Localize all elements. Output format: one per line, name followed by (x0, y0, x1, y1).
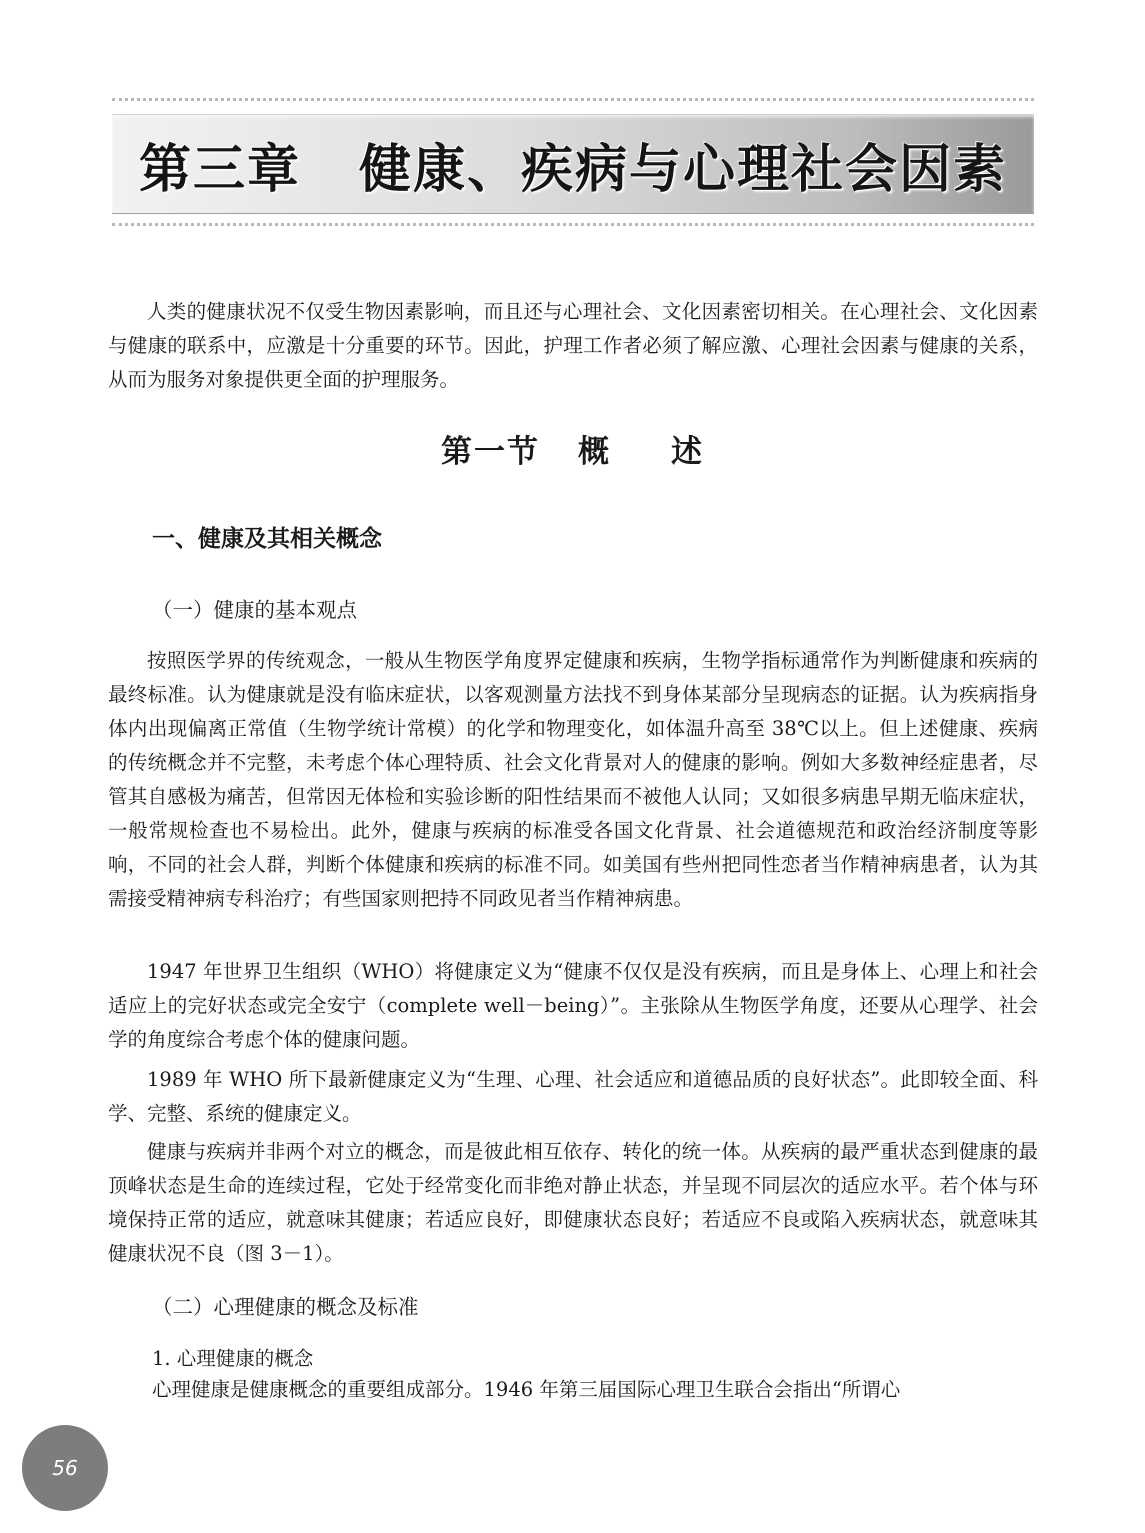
item-1-heading: 1. 心理健康的概念 (152, 1347, 314, 1370)
subheading-2: （二）心理健康的概念及标准 (152, 1295, 419, 1319)
subheading-1: （一）健康的基本观点 (152, 598, 357, 622)
page-number-badge (22, 1425, 108, 1511)
paragraph-who-1947: 1947 年世界卫生组织（WHO）将健康定义为“健康不仅仅是没有疾病，而且是身体上、心理上和社会适应上的完好状态或完全安宁（complete well－being）”。主张除从生物医学角度，还要从心理学、社会学的角度综合考虑个体的健康问题。 (108, 960, 1038, 1051)
chapter-banner (112, 114, 1034, 214)
section-number: 第一节 (441, 434, 540, 470)
paragraph-traditional-view: 按照医学界的传统观念，一般从生物医学角度界定健康和疾病，生物学指标通常作为判断健康和疾病的最终标准。认为健康就是没有临床症状，以客观测量方法找不到身体某部分呈现病态的证据。认为疾病指身体内出现偏离正常值（生物学统计常模）的化学和物理变化，如体温升高至 38℃以上。但上述健康、疾病的传统概念并不完整，未考虑个体心理特质、社会文化背景对人的健康的影响。例如大多数神经症患者，尽管其自感极为痛苦，但常因无体检和实验诊断的阳性结果而不被他人认同；又如很多病患早期无临床症状，一般常规检查也不易检出。此外，健康与疾病的标准受各国文化背景、社会道德规范和政治经济制度等影响，不同的社会人群，判断个体健康和疾病的标准不同。如美国有些州把同性恋者当作精神病患者，认为其需接受精神病专科治疗；有些国家则把持不同政见者当作精神病患。 (108, 649, 1038, 910)
chapter-title (112, 115, 1034, 213)
chapter-name: 健康、疾病与心理社会因素 (359, 139, 1008, 200)
section-title-part-1: 概 (578, 434, 611, 470)
top-dotted-rule (112, 98, 1034, 101)
section-title (0, 426, 1145, 471)
bottom-dotted-rule (112, 223, 1034, 226)
paragraph-mental-health: 心理健康是健康概念的重要组成部分。1946 年第三届国际心理卫生联合会指出“所谓心 (152, 1378, 901, 1401)
intro-paragraph: 人类的健康状况不仅受生物因素影响，而且还与心理社会、文化因素密切相关。在心理社会、文化因素与健康的联系中，应激是十分重要的环节。因此，护理工作者必须了解应激、心理社会因素与健康的关系，从而为服务对象提供更全面的护理服务。 (108, 300, 1038, 391)
paragraph-health-continuum: 健康与疾病并非两个对立的概念，而是彼此相互依存、转化的统一体。从疾病的最严重状态到健康的最顶峰状态是生命的连续过程，它处于经常变化而非绝对静止状态，并呈现不同层次的适应水平。若个体与环境保持正常的适应，就意味其健康；若适应良好，即健康状态良好；若适应不良或陷入疾病状态，就意味其健康状况不良（图 3－1）。 (108, 1140, 1038, 1265)
heading-1: 一、健康及其相关概念 (152, 526, 382, 552)
paragraph-who-1989: 1989 年 WHO 所下最新健康定义为“生理、心理、社会适应和道德品质的良好状态”。此即较全面、科学、完整、系统的健康定义。 (108, 1068, 1038, 1125)
chapter-number: 第三章 (138, 139, 301, 200)
page-number: 56 (52, 1456, 78, 1480)
section-title-part-2: 述 (671, 434, 704, 470)
